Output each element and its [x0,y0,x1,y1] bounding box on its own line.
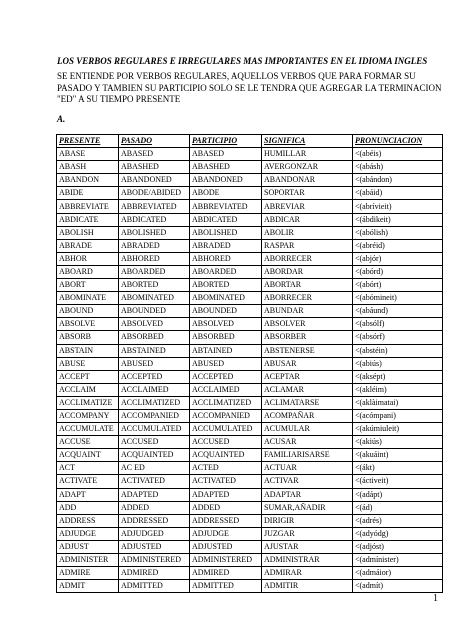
significa-cell: ACLAMAR [262,383,353,396]
pasado-cell: ABUSED [119,357,190,370]
verbs-table [56,134,443,593]
significa-cell: ABUNDAR [262,305,353,318]
table-row [57,580,443,593]
table-row [57,148,443,161]
table-row [57,213,443,226]
participio-cell: ABTAINED [190,344,262,357]
pasado-cell: ACCLIMATIZED [119,396,190,409]
pasado-cell: ACCOMPANIED [119,409,190,422]
participio-cell: ABOLISHED [190,226,262,239]
presente-cell: ABSORB [57,331,119,344]
significa-cell: DIRIGIR [262,514,353,527]
significa-cell: RASPAR [262,239,353,252]
participio-cell: ADMINISTERED [190,554,262,567]
pasado-cell: ACQUAINTED [119,449,190,462]
pasado-cell: ADAPTED [119,488,190,501]
significa-cell: SOPORTAR [262,187,353,200]
header-significa: SIGNIFICA [262,135,353,148]
pasado-cell: ADMINISTERED [119,554,190,567]
presente-cell: ACCLIMATIZE [57,396,119,409]
table-row [57,318,443,331]
pasado-cell: ABDICATED [119,213,190,226]
pronunciacion-cell: <(abórd) [353,265,443,278]
pronunciacion-cell: <(aksépt) [353,370,443,383]
participio-cell: ADAPTED [190,488,262,501]
significa-cell: ADMIRAR [262,567,353,580]
pronunciacion-cell: <(ábdikeit) [353,213,443,226]
pronunciacion-cell: <(abrívieit) [353,200,443,213]
presente-cell: ABOLISH [57,226,119,239]
pronunciacion-cell: <(admínister) [353,554,443,567]
pronunciacion-cell: <(aklàimatai) [353,396,443,409]
table-row [57,540,443,553]
pasado-cell: ABOMINATED [119,292,190,305]
table-row [57,449,443,462]
pasado-cell: ABSORBED [119,331,190,344]
participio-cell: ABOARDED [190,265,262,278]
pasado-cell: ACTIVATED [119,475,190,488]
pasado-cell: ABSOLVED [119,318,190,331]
pronunciacion-cell: <(adyódg) [353,527,443,540]
significa-cell: ABORDAR [262,265,353,278]
significa-cell: ACEPTAR [262,370,353,383]
pasado-cell: ACCUSED [119,436,190,449]
pronunciacion-cell: <(adápt) [353,488,443,501]
participio-cell: ABOMINATED [190,292,262,305]
table-row [57,462,443,475]
pronunciacion-cell: <(adrés) [353,514,443,527]
pasado-cell: ABSTAINED [119,344,190,357]
participio-cell: ADJUDGE [190,527,262,540]
pasado-cell: AC ED [119,462,190,475]
pronunciacion-cell: <(abjór) [353,252,443,265]
table-row [57,409,443,422]
participio-cell: ADDED [190,501,262,514]
table-row [57,370,443,383]
participio-cell: ACCEPTED [190,370,262,383]
significa-cell: ACOMPAÑAR [262,409,353,422]
significa-cell: ADAPTAR [262,488,353,501]
pronunciacion-cell: <(abéis) [353,148,443,161]
participio-cell: ABRADED [190,239,262,252]
pasado-cell: ABASHED [119,161,190,174]
significa-cell: ABSTENERSE [262,344,353,357]
participio-cell: ABDICATED [190,213,262,226]
significa-cell: JUZGAR [262,527,353,540]
intro-line: SE ENTIENDE POR VERBOS REGULARES, AQUELLOS VERBOS QUE PARA FORMAR SU [57,71,416,81]
participio-cell: ACCLIMATIZED [190,396,262,409]
pasado-cell: ABANDONED [119,174,190,187]
pasado-cell: ABBREVIATED [119,200,190,213]
table-header-row [57,135,443,148]
pasado-cell: ABODE/ABIDED [119,187,190,200]
pasado-cell: ABORTED [119,279,190,292]
participio-cell: ACQUAINTED [190,449,262,462]
presente-cell: ADMIRE [57,567,119,580]
pasado-cell: ADJUSTED [119,540,190,553]
presente-cell: ABASH [57,161,119,174]
table-row [57,187,443,200]
intro-paragraph [57,71,457,106]
participio-cell: ABBREVIATED [190,200,262,213]
presente-cell: ADD [57,501,119,514]
participio-cell: ABANDONED [190,174,262,187]
pasado-cell: ABOLISHED [119,226,190,239]
presente-cell: ADJUST [57,540,119,553]
table-row [57,174,443,187]
pronunciacion-cell: <(absórf) [353,331,443,344]
participio-cell: ACTED [190,462,262,475]
table-row [57,554,443,567]
significa-cell: ABANDONAR [262,174,353,187]
pronunciacion-cell: <(adjóst) [353,540,443,553]
table-row [57,423,443,436]
page-number: 1 [433,593,438,604]
participio-cell: ABHORED [190,252,262,265]
pronunciacion-cell: <(ád) [353,501,443,514]
header-pasado: PASADO [119,135,190,148]
pronunciacion-cell: <(áctiveit) [353,475,443,488]
table-row [57,226,443,239]
significa-cell: ABORRECER [262,292,353,305]
participio-cell: ADJUSTED [190,540,262,553]
presente-cell: ABORT [57,279,119,292]
pasado-cell: ABOARDED [119,265,190,278]
participio-cell: ABSOLVED [190,318,262,331]
significa-cell: ABREVIAR [262,200,353,213]
pronunciacion-cell: <(absólf) [353,318,443,331]
table-row [57,161,443,174]
participio-cell: ACTIVATED [190,475,262,488]
header-participio: PARTICIPIO [190,135,262,148]
table-row [57,279,443,292]
presente-cell: ABASE [57,148,119,161]
presente-cell: ABRADE [57,239,119,252]
presente-cell: ACCLAIM [57,383,119,396]
significa-cell: ACTUAR [262,462,353,475]
presente-cell: ACQUAINT [57,449,119,462]
participio-cell: ABASED [190,148,262,161]
presente-cell: ABSTAIN [57,344,119,357]
significa-cell: AJUSTAR [262,540,353,553]
table-row [57,567,443,580]
presente-cell: ABSOLVE [57,318,119,331]
presente-cell: ACTIVATE [57,475,119,488]
table-row [57,396,443,409]
significa-cell: ADMINISTRAR [262,554,353,567]
participio-cell: ACCUSED [190,436,262,449]
pasado-cell: ADDED [119,501,190,514]
significa-cell: ACUSAR [262,436,353,449]
table-row [57,527,443,540]
pasado-cell: ABHORED [119,252,190,265]
pronunciacion-cell: <(abréid) [353,239,443,252]
document-title: LOS VERBOS REGULARES E IRREGULARES MAS IMPORTANTES EN EL IDIOMA INGLES [57,56,428,66]
pronunciacion-cell: <(admít) [353,580,443,593]
table-row [57,344,443,357]
participio-cell: ACCLAIMED [190,383,262,396]
participio-cell: ADMIRED [190,567,262,580]
pronunciacion-cell: <(abáund) [353,305,443,318]
pronunciacion-cell: <(abáid) [353,187,443,200]
pasado-cell: ACCEPTED [119,370,190,383]
significa-cell: ADMITIR [262,580,353,593]
pronunciacion-cell: <(akúmiuleit) [353,423,443,436]
pronunciacion-cell: <(akléim) [353,383,443,396]
participio-cell: ABUSED [190,357,262,370]
table-row [57,383,443,396]
pronunciacion-cell: <(abómineit) [353,292,443,305]
significa-cell: ABUSAR [262,357,353,370]
section-letter: A. [57,114,66,124]
participio-cell: ABODE [190,187,262,200]
presente-cell: ACT [57,462,119,475]
significa-cell: ABSOLVER [262,318,353,331]
significa-cell: AVERGONZAR [262,161,353,174]
presente-cell: ABOMINATE [57,292,119,305]
presente-cell: ABDICATE [57,213,119,226]
table-row [57,239,443,252]
significa-cell: ACLIMATARSE [262,396,353,409]
participio-cell: ABSORBED [190,331,262,344]
table-row [57,357,443,370]
presente-cell: ADDRESS [57,514,119,527]
significa-cell: FAMILIARISARSE [262,449,353,462]
significa-cell: ACUMULAR [262,423,353,436]
pasado-cell: ABRADED [119,239,190,252]
presente-cell: ABUSE [57,357,119,370]
intro-line: PASADO Y TAMBIEN SU PARTICIPIO SOLO SE LE TENDRA QUE AGREGAR LA TERMINACION [57,82,442,93]
table-row [57,331,443,344]
presente-cell: ACCUMULATE [57,423,119,436]
pronunciacion-cell: <(abiús) [353,357,443,370]
significa-cell: ABSORBER [262,331,353,344]
presente-cell: ABANDON [57,174,119,187]
significa-cell: ABOLIR [262,226,353,239]
presente-cell: ADAPT [57,488,119,501]
pronunciacion-cell: <(abándon) [353,174,443,187]
significa-cell: SUMAR,AÑADIR [262,501,353,514]
table-row [57,305,443,318]
presente-cell: ADMIT [57,580,119,593]
table-row [57,514,443,527]
participio-cell: ACCUMULATED [190,423,262,436]
participio-cell: ABORTED [190,279,262,292]
pasado-cell: ADMITTED [119,580,190,593]
intro-line: "ED" A SU TIEMPO PRESENTE [57,94,181,104]
table-row [57,265,443,278]
presente-cell: ABOARD [57,265,119,278]
pasado-cell: ADJUDGED [119,527,190,540]
significa-cell: ABORRECER [262,252,353,265]
pasado-cell: ADMIRED [119,567,190,580]
significa-cell: ACTIVAR [262,475,353,488]
presente-cell: ADJUDGE [57,527,119,540]
table-row [57,501,443,514]
pronunciacion-cell: <(ákt) [353,462,443,475]
significa-cell: HUMILLAR [262,148,353,161]
pronunciacion-cell: <(abórt) [353,279,443,292]
presente-cell: ACCUSE [57,436,119,449]
pronunciacion-cell: <(akiús) [353,436,443,449]
pronunciacion-cell: <(admáior) [353,567,443,580]
significa-cell: ABORTAR [262,279,353,292]
presente-cell: ACCEPT [57,370,119,383]
participio-cell: ACCOMPANIED [190,409,262,422]
pronunciacion-cell: <(akuáint) [353,449,443,462]
participio-cell: ABOUNDED [190,305,262,318]
presente-cell: ABIDE [57,187,119,200]
pasado-cell: ACCUMULATED [119,423,190,436]
table-row [57,252,443,265]
table-row [57,475,443,488]
header-presente: PRESENTE [57,135,119,148]
pronunciacion-cell: <(abólish) [353,226,443,239]
pronunciacion-cell: <(abstéin) [353,344,443,357]
presente-cell: ABOUND [57,305,119,318]
participio-cell: ADMITTED [190,580,262,593]
table-row [57,292,443,305]
participio-cell: ADDRESSED [190,514,262,527]
table-row [57,200,443,213]
table-row [57,488,443,501]
header-pronunciacion: PRONUNCIACION [353,135,443,148]
pasado-cell: ADDRESSED [119,514,190,527]
pasado-cell: ACCLAIMED [119,383,190,396]
participio-cell: ABASHED [190,161,262,174]
presente-cell: ABBREVIATE [57,200,119,213]
significa-cell: ABDICAR [262,213,353,226]
presente-cell: ACCOMPANY [57,409,119,422]
pasado-cell: ABOUNDED [119,305,190,318]
presente-cell: ABHOR [57,252,119,265]
pasado-cell: ABASED [119,148,190,161]
table-row [57,436,443,449]
presente-cell: ADMINISTER [57,554,119,567]
pronunciacion-cell: <(abásh) [353,161,443,174]
pronunciacion-cell: <(acómpani) [353,409,443,422]
